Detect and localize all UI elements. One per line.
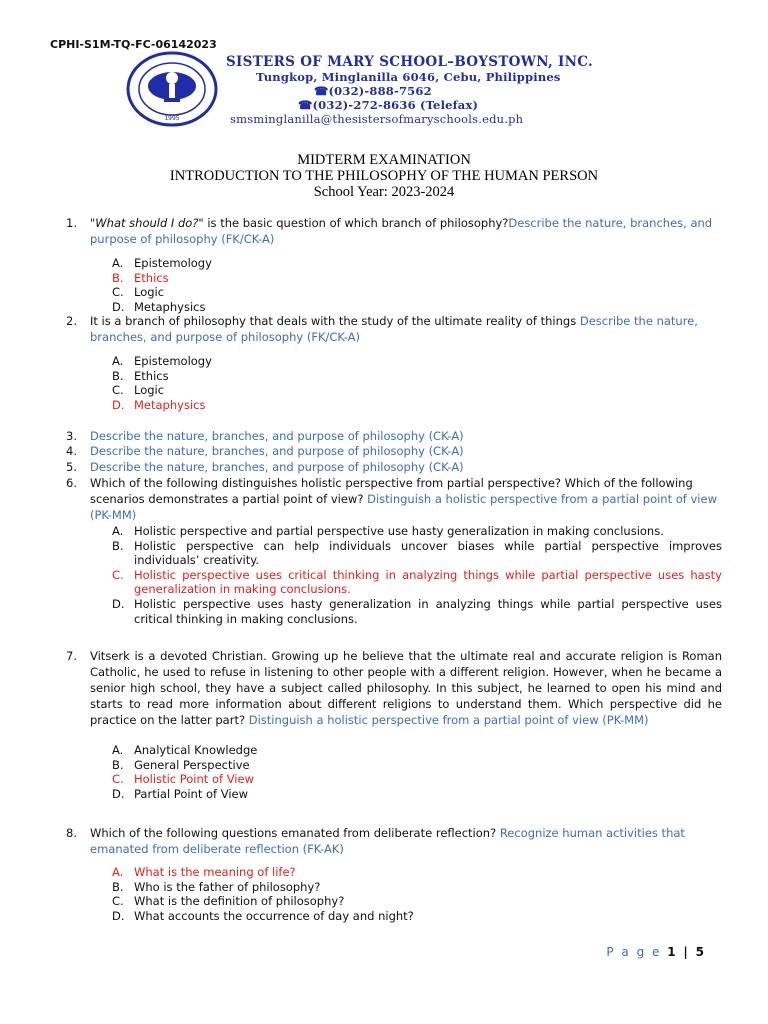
school-telefax: ☎(032)-272-8636 (Telefax) — [298, 98, 479, 112]
competency: Describe the nature, branches, and purpose of philosophy (CK-A) — [90, 444, 464, 458]
page-label: P a g e — [606, 945, 662, 959]
option: B. Ethics — [112, 368, 169, 383]
question-2-options — [112, 354, 722, 412]
correct-option: D. Metaphysics — [112, 397, 206, 412]
question-2: 2. It is a branch of philosophy that deals with the study of the ultimate reality of things Describe the nature, branches, and purpose of philosophy (FK/CK-A) — [66, 314, 698, 344]
option: D. Partial Point of View — [112, 786, 249, 801]
page-separator: | — [683, 945, 690, 959]
school-seal-icon — [124, 50, 220, 128]
question-7: 7. Vitserk is a devoted Christian. Growing up he believe that the ultimate real and accurate religion is Roman Catholic, he used to refuse in listening to other people with a different religion. However, when he became a senior high school, they have a subject called philosophy. In this subject, he learned to open his mind and starts to read more information about different religions to understand them. Which perspective did he practice on the latter part? Distinguish a holistic perspective from a partial point of view (PK-MM) — [66, 649, 722, 727]
school-name: SISTERS OF MARY SCHOOL–BOYSTOWN, INC. — [226, 54, 594, 70]
option: D. Holistic perspective uses hasty generalization in analyzing things while partial perspective uses critical thinking in making conclusions. — [112, 596, 722, 626]
school-header — [226, 54, 593, 126]
competency: Describe the nature, branches, and purpose of philosophy (FK/CK-A) — [90, 314, 698, 344]
correct-option: B. Ethics — [112, 270, 169, 285]
document-code: CPHI-S1M-TQ-FC-06142023 — [50, 38, 217, 51]
question-1: 1. "What should I do?" is the basic question of which branch of philosophy?Describe the nature, branches, and purpose of philosophy (FK/CK-A) — [66, 216, 713, 246]
question-6-options — [112, 524, 722, 626]
school-phone: ☎(032)-888-7562 — [314, 84, 432, 98]
option: C. Logic — [112, 285, 165, 300]
school-year: School Year: 2023-2024 — [313, 184, 455, 200]
question-7-options — [112, 743, 722, 801]
competency: Distinguish a holistic perspective from a partial point of view (PK-MM) — [248, 713, 649, 727]
exam-title: MIDTERM EXAMINATION — [297, 152, 471, 168]
option: B. Holistic perspective can help individuals uncover biases while partial perspective improves individuals’ creativity. — [112, 538, 722, 568]
option: A. Holistic perspective and partial perspective use hasty generalization in making conclusions. — [112, 524, 664, 538]
option: A. Analytical Knowledge — [112, 743, 258, 757]
option: D. Metaphysics — [112, 299, 206, 314]
page-number: 1 — [667, 945, 678, 959]
option: B. General Perspective — [112, 757, 250, 772]
school-email: smsminglanilla@thesistersofmaryschools.edu.ph — [230, 112, 524, 126]
question-5: 5. Describe the nature, branches, and purpose of philosophy (CK-A) — [66, 460, 464, 474]
option: C. What is the definition of philosophy? — [112, 894, 345, 909]
question-1-options — [112, 256, 722, 314]
question-6: 6. Which of the following distinguishes holistic perspective from partial perspective? Which of the following scenarios demonstrates a partial point of view? Distinguish a holistic perspective from a partial point of view (PK-MM) — [66, 476, 717, 522]
competency: Distinguish a holistic perspective from a partial point of view (PK-MM) — [90, 492, 717, 522]
page-total: 5 — [695, 945, 706, 959]
question-3: 3. Describe the nature, branches, and purpose of philosophy (CK-A) — [66, 429, 464, 443]
page-footer — [606, 945, 706, 959]
school-address: Tungkop, Minglanilla 6046, Cebu, Philippines — [256, 70, 561, 84]
option: A. Epistemology — [112, 354, 212, 368]
svg-text:1995: 1995 — [164, 115, 180, 122]
correct-option: C. Holistic perspective uses critical thinking in analyzing things while partial perspective uses hasty generalization in making conclusions. — [112, 567, 722, 597]
question-8: 8. Which of the following questions emanated from deliberate reflection? Recognize human activities that emanated from deliberate reflection (FK-AK) — [66, 826, 685, 856]
competency: Recognize human activities that emanated from deliberate reflection (FK-AK) — [90, 826, 685, 856]
correct-option: C. Holistic Point of View — [112, 772, 254, 787]
competency: Describe the nature, branches, and purpose of philosophy (CK-A) — [90, 460, 464, 474]
competency: Describe the nature, branches, and purpose of philosophy (FK/CK-A) — [90, 216, 713, 246]
competency: Describe the nature, branches, and purpose of philosophy (CK-A) — [90, 429, 464, 443]
subject-title: INTRODUCTION TO THE PHILOSOPHY OF THE HUMAN PERSON — [169, 168, 599, 184]
option: C. Logic — [112, 383, 165, 398]
option: B. Who is the father of philosophy? — [112, 879, 321, 894]
correct-option: A. What is the meaning of life? — [112, 865, 296, 879]
option: D. What accounts the occurrence of day and night? — [112, 908, 414, 923]
question-4: 4. Describe the nature, branches, and purpose of philosophy (CK-A) — [66, 444, 464, 458]
question-quote: "What should I do?" — [90, 216, 204, 230]
question-8-options — [112, 865, 722, 923]
option: A. Epistemology — [112, 256, 212, 270]
